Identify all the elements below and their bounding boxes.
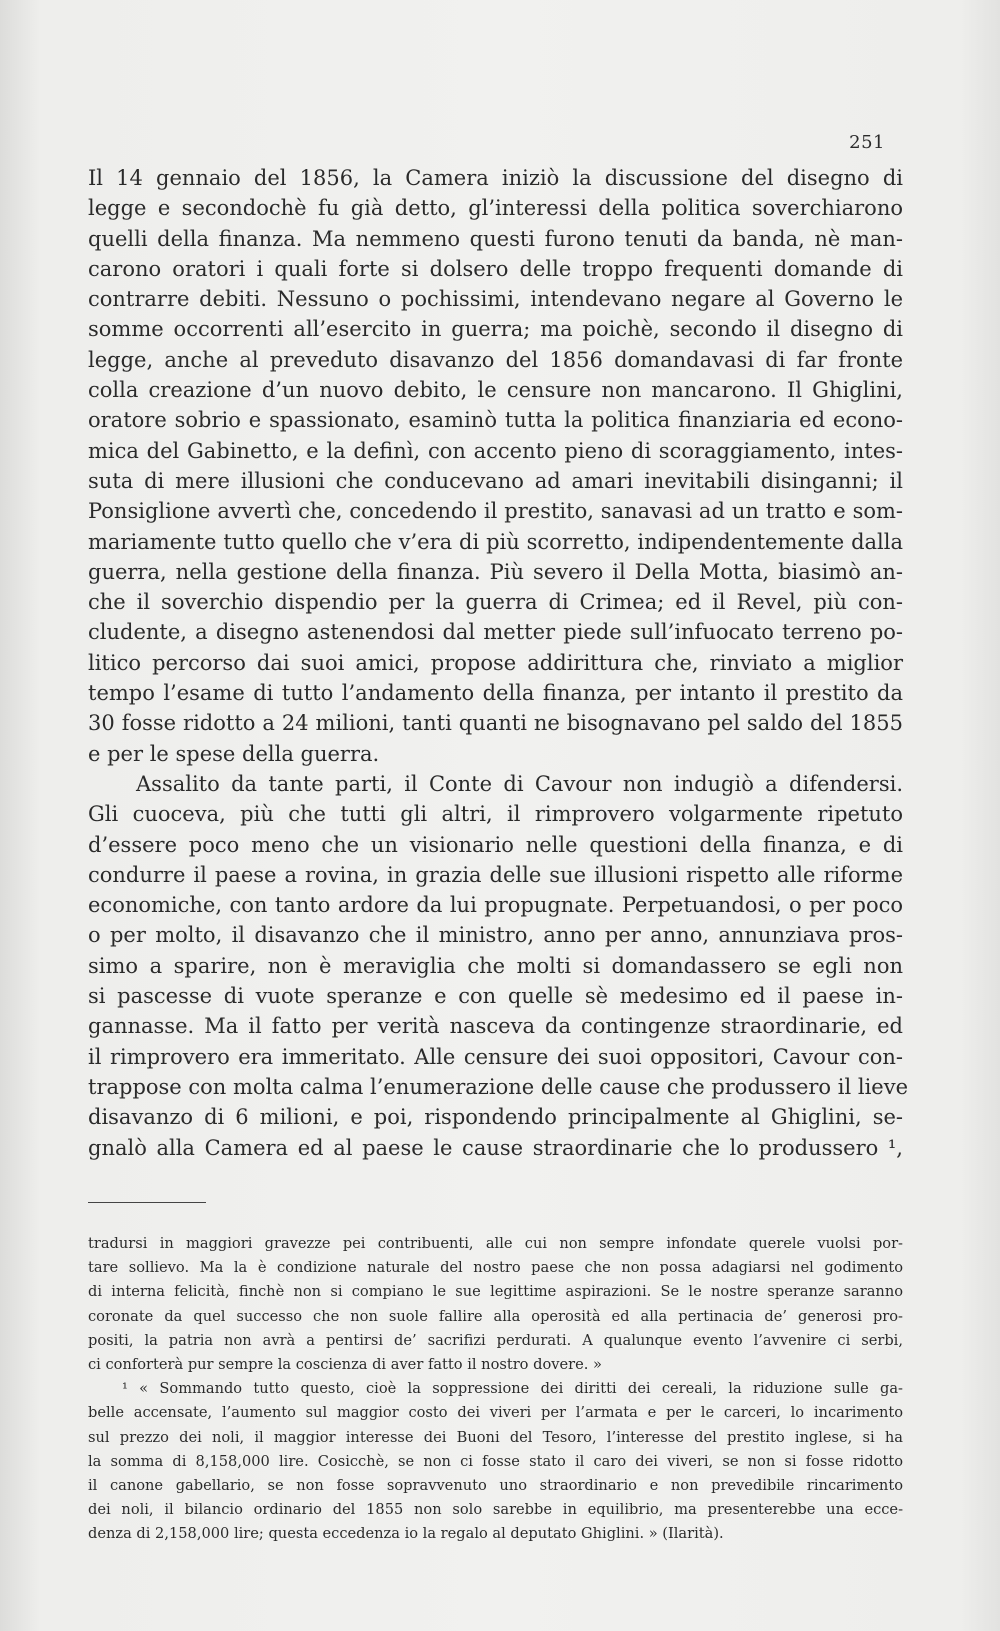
text-line: carono oratori i quali forte si dolsero delle troppo frequenti domande di	[88, 256, 903, 281]
text-line: gnalò alla Camera ed al paese le cause straordinarie che lo produssero ¹,	[88, 1135, 903, 1160]
page-number: 251	[849, 132, 885, 153]
footnotes	[88, 1232, 903, 1546]
footnote-line: positi, la patria non avrà a pentirsi de’ sacrifizi perdurati. A qualunque evento l’avvenire ci serbi,	[88, 1331, 903, 1349]
text-line: legge e secondochè fu già detto, gl’interessi della politica soverchiarono	[88, 196, 903, 221]
text-line: suta di mere illusioni che conducevano ad amari inevitabili disinganni; il	[88, 468, 903, 493]
text-line: che il soverchio dispendio per la guerra di Crimea; ed il Revel, più con-	[88, 590, 903, 615]
footnote-line: dei noli, il bilancio ordinario del 1855 non solo sarebbe in equilibrio, ma presenterebbe una ecce-	[88, 1501, 903, 1519]
text-line: contrarre debiti. Nessuno o pochissimi, intendevano negare al Governo le	[88, 287, 903, 312]
footnote-line: belle accensate, l’aumento sul maggior costo dei viveri per l’armata e per le carceri, lo incarimento	[88, 1404, 903, 1422]
text-line: litico percorso dai suoi amici, propose addirittura che, rinviato a miglior	[88, 650, 903, 675]
body-text	[88, 163, 909, 1163]
paragraph-start-line: Assalito da tante parti, il Conte di Cavour non indugiò a difendersi.	[136, 771, 903, 796]
text-line: d’essere poco meno che un visionario nelle questioni della finanza, e di	[88, 832, 903, 857]
text-line: tempo l’esame di tutto l’andamento della finanza, per intanto il prestito da	[88, 681, 903, 706]
text-line: guerra, nella gestione della finanza. Più severo il Della Motta, biasimò an-	[88, 559, 903, 584]
text-line: simo a sparire, non è meraviglia che molti si domandassero se egli non	[88, 953, 903, 978]
text-line: mica del Gabinetto, e la definì, con accento pieno di scoraggiamento, intes-	[88, 438, 903, 463]
text-line: somme occorrenti all’esercito in guerra; ma poichè, secondo il disegno di	[88, 317, 903, 342]
footnote-line: sul prezzo dei noli, il maggior interesse dei Buoni del Tesoro, l’interesse del prestito inglese, si ha	[88, 1428, 903, 1446]
footnote-start-line: ¹ « Sommando tutto questo, cioè la soppressione dei diritti dei cereali, la riduzione sulle ga-	[122, 1380, 903, 1398]
text-line: colla creazione d’un nuovo debito, le censure non mancarono. Il Ghiglini,	[88, 378, 903, 403]
text-line: Il 14 gennaio del 1856, la Camera iniziò la discussione del disegno di	[88, 166, 903, 190]
text-line: 30 fosse ridotto a 24 milioni, tanti quanti ne bisognavano pel saldo del 1855	[88, 711, 903, 736]
text-line: cludente, a disegno astenendosi dal metter piede sull’infuocato terreno po-	[88, 620, 903, 645]
footnote-line: la somma di 8,158,000 lire. Cosicchè, se non ci fosse stato il caro dei viveri, se non si fosse ridotto	[88, 1452, 903, 1470]
footnote-line: ci conforterà pur sempre la coscienza di aver fatto il nostro dovere. »	[88, 1355, 602, 1373]
text-line: legge, anche al preveduto disavanzo del 1856 domandavasi di far fronte	[88, 347, 903, 372]
footnote-line: di interna felicità, finchè non si compiano le sue legittime aspirazioni. Se le nostre speranze saranno	[88, 1283, 903, 1301]
text-line: mariamente tutto quello che v’era di più scorretto, indipendentemente dalla	[88, 529, 903, 554]
text-line: trappose con molta calma l’enumerazione delle cause che produssero il lieve	[88, 1074, 909, 1099]
paragraph-end-line: e per le spese della guerra.	[88, 741, 380, 766]
footnote-separator	[88, 1202, 206, 1203]
footnote-line: coronate da quel successo che non suole fallire alla operosità ed alla pertinacia de’ generosi pro-	[88, 1307, 903, 1325]
text-line: Gli cuoceva, più che tutti gli altri, il rimprovero volgarmente ripetuto	[88, 802, 903, 827]
text-line: economiche, con tanto ardore da lui propugnate. Perpetuandosi, o per poco	[88, 893, 903, 918]
footnote-line: tare sollievo. Ma la è condizione naturale del nostro paese che non possa adagiarsi nel godimento	[88, 1259, 903, 1277]
text-line: si pascesse di vuote speranze e con quelle sè medesimo ed il paese in-	[88, 984, 903, 1009]
footnote-line: tradursi in maggiori gravezze pei contribuenti, alle cui non sempre infondate querele vuolsi por-	[88, 1235, 903, 1252]
footnote-line: il canone gabellario, se non fosse sopravvenuto uno straordinario e non prevedibile rincarimento	[88, 1476, 903, 1494]
text-line: gannasse. Ma il fatto per verità nasceva da contingenze straordinarie, ed	[88, 1014, 903, 1039]
text-line: oratore sobrio e spassionato, esaminò tutta la politica finanziaria ed econo-	[88, 408, 903, 433]
footnote-line: denza di 2,158,000 lire; questa eccedenza io la regalo al deputato Ghiglini. » (Ilarità).	[88, 1525, 724, 1543]
text-line: il rimprovero era immeritato. Alle censure dei suoi oppositori, Cavour con-	[88, 1044, 903, 1069]
text-line: disavanzo di 6 milioni, e poi, rispondendo principalmente al Ghiglini, se-	[88, 1105, 903, 1130]
text-line: quelli della finanza. Ma nemmeno questi furono tenuti da banda, nè man-	[88, 226, 903, 251]
text-line: Ponsiglione avvertì che, concedendo il prestito, sanavasi ad un tratto e som-	[88, 499, 903, 524]
text-line: condurre il paese a rovina, in grazia delle sue illusioni rispetto alle riforme	[88, 862, 903, 887]
text-line: o per molto, il disavanzo che il ministro, anno per anno, annunziava pros-	[88, 923, 903, 948]
